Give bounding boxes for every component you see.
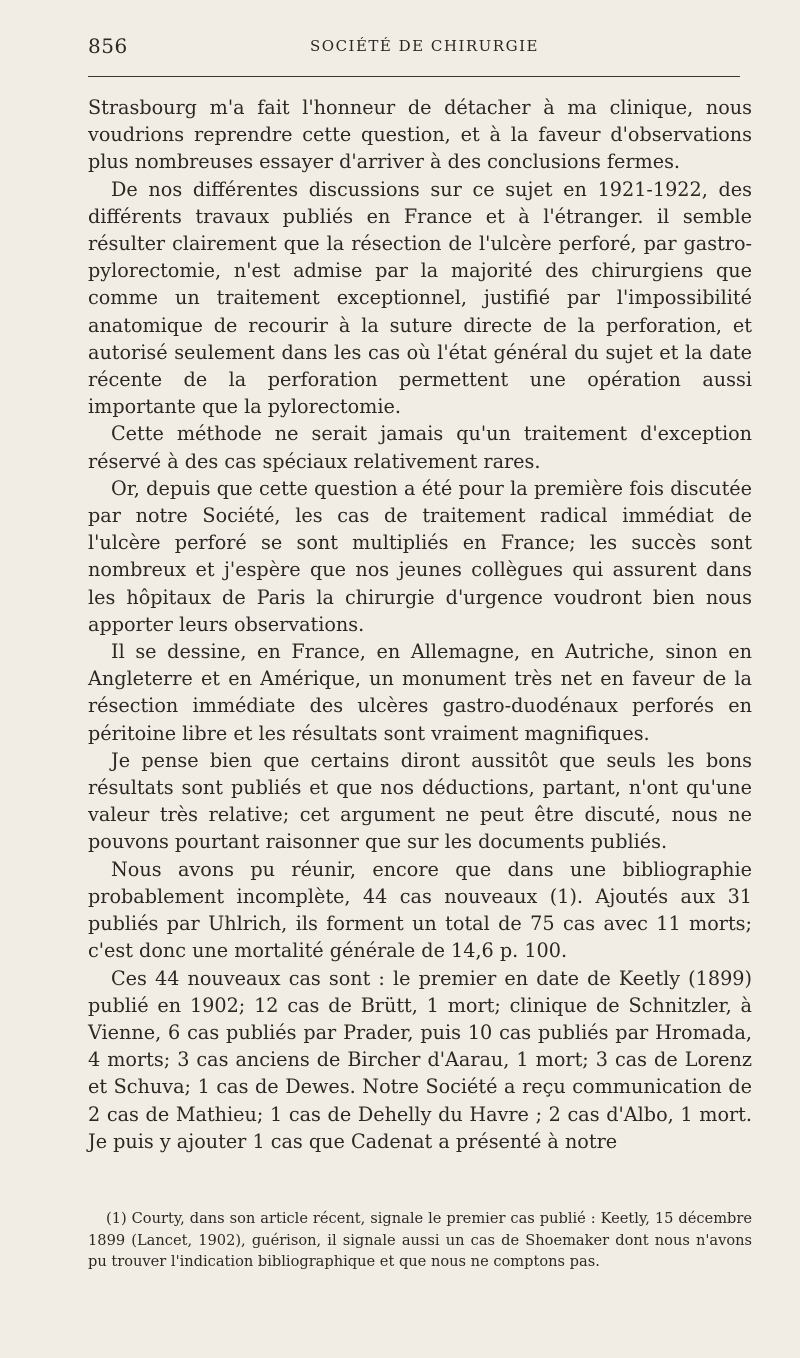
footnote	[88, 1208, 752, 1273]
page-header	[88, 34, 740, 64]
paragraph: De nos différentes discussions sur ce sujet en 1921-1922, des différents travaux publiés en France et à l'étranger. il semble résulter clairement que la résection de l'ulcère perforé, par gastro-pylorectomie, n'est admise par la majorité des chirurgiens que comme un traitement exceptionnel, justifié par l'impossibilité anatomique de recourir à la suture directe de la perforation, et autorisé seulement dans les cas où l'état général du sujet et la date récente de la perforation permettent une opération aussi importante que la pylorectomie.	[88, 177, 752, 419]
paragraph: Or, depuis que cette question a été pour la première fois discutée par notre Société, les cas de traitement radical immédiat de l'ulcère perforé se sont multipliés en France; les succès sont nombreux et j'espère que nos jeunes collègues qui assurent dans les hôpitaux de Paris la chirurgie d'urgence voudront bien nous apporter leurs observations.	[88, 476, 752, 636]
footnote-text: (1) Courty, dans son article récent, signale le premier cas publié : Keetly, 15 décembre 1899 (Lancet, 1902), guérison, il signale aussi un cas de Shoemaker dont nous n'avons pu trouver l'indication bibliographique et que nous ne comptons pas.	[88, 1210, 752, 1270]
paragraph: Je pense bien que certains diront aussitôt que seuls les bons résultats sont publiés et que nos déductions, partant, n'ont qu'une valeur très relative; cet argument ne peut être discuté, nous ne pouvons pourtant raisonner que sur les documents publiés.	[88, 748, 752, 854]
running-title: SOCIÉTÉ DE CHIRURGIE	[310, 37, 539, 55]
paragraph: Ces 44 nouveaux cas sont : le premier en date de Keetly (1899) publié en 1902; 12 cas de Brütt, 1 mort; clinique de Schnitzler, à Vienne, 6 cas publiés par Prader, puis 10 cas publiés par Hromada, 4 morts; 3 cas anciens de Bircher d'Aarau, 1 mort; 3 cas de Lorenz et Schuva; 1 cas de Dewes. Notre Société a reçu communication de 2 cas de Mathieu; 1 cas de Dehelly du Havre ; 2 cas d'Albo, 1 mort. Je puis y ajouter 1 cas que Cadenat a présenté à notre	[88, 966, 752, 1153]
page-number: 856	[88, 34, 128, 58]
paragraph: Il se dessine, en France, en Allemagne, en Autriche, sinon en Angleterre et en Amérique, un monument très net en faveur de la résection immédiate des ulcères gastro-duodénaux perforés en péritoine libre et les résultats sont vraiment magnifiques.	[88, 640, 752, 745]
header-rule	[88, 76, 740, 77]
paragraph: Nous avons pu réunir, encore que dans une bibliographie probablement incomplète, 44 cas nouveaux (1). Ajoutés aux 31 publiés par Uhlrich, ils forment un total de 75 cas avec 11 morts; c'est donc une mortalité générale de 14,6 p. 100.	[88, 857, 752, 963]
paragraph: Cette méthode ne serait jamais qu'un traitement d'exception réservé à des cas spéciaux relativement rares.	[88, 422, 752, 473]
body-text	[88, 94, 752, 1155]
paragraph: Strasbourg m'a fait l'honneur de détacher à ma clinique, nous voudrions reprendre cette question, et à la faveur d'observations plus nombreuses essayer d'arriver à des conclusions fermes.	[88, 96, 752, 174]
